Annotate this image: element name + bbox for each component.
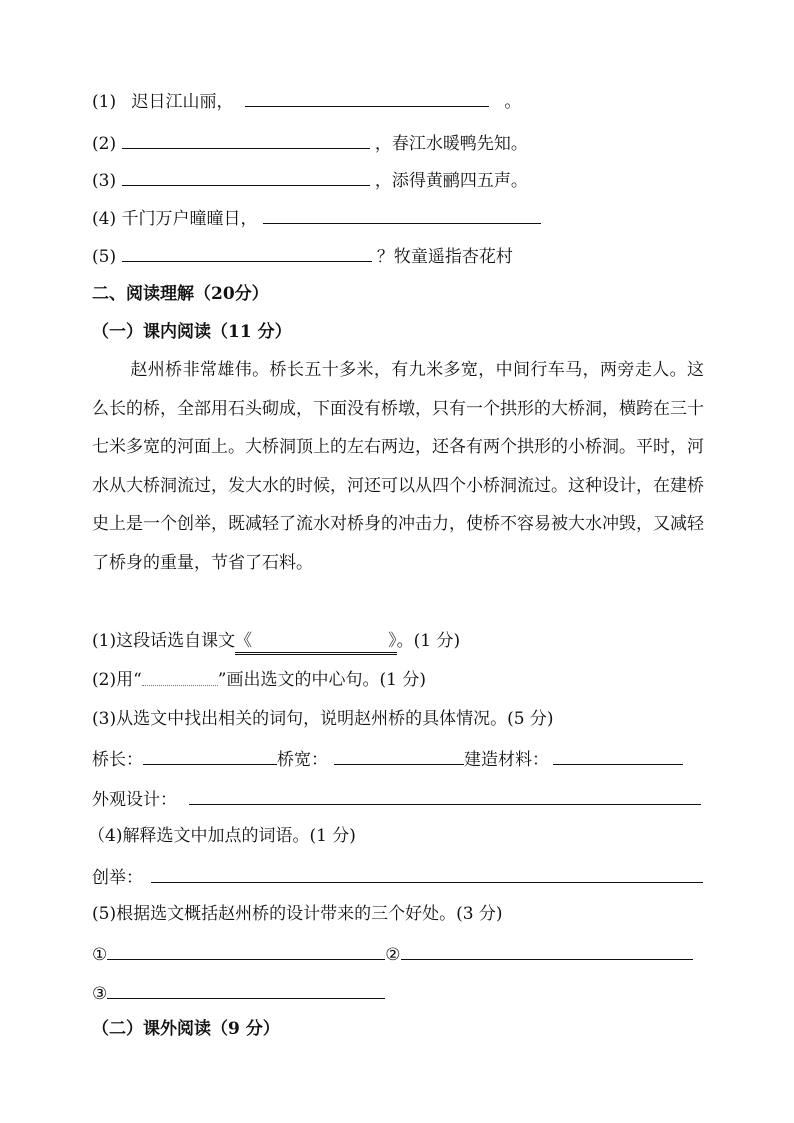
poem-number: (4) xyxy=(92,209,117,229)
question-2 xyxy=(92,668,426,692)
wavy-line-icon xyxy=(142,675,218,686)
answer-blank[interactable] xyxy=(122,167,370,186)
poem-text: 。 xyxy=(504,92,522,112)
label-width: 桥宽： xyxy=(277,750,328,770)
material-blank[interactable] xyxy=(553,746,683,765)
question-text: (2)用“ xyxy=(92,670,142,690)
answer-blank[interactable] xyxy=(122,130,370,149)
poem-number: (1) xyxy=(92,92,117,112)
poem-line-2 xyxy=(92,130,528,154)
benefit-1-blank[interactable] xyxy=(107,941,385,960)
question-5: (5)根据选文概括赵州桥的设计带来的三个好处。(3 分) xyxy=(92,904,503,924)
reading-passage xyxy=(92,351,704,582)
poem-text: ，添得黄鹂四五声。 xyxy=(374,171,528,191)
poem-number: (5) xyxy=(92,247,117,267)
appearance-blank[interactable] xyxy=(189,786,701,805)
poem-text: 千门万户曈曈日， xyxy=(121,209,258,229)
answer-blank[interactable] xyxy=(245,88,489,107)
question-text: ”画出选文的中心句。(1 分) xyxy=(217,670,426,690)
question-4: （4)解释选文中加点的词语。(1 分) xyxy=(88,826,356,846)
bridge-details-row xyxy=(92,746,683,770)
word-explain-row xyxy=(92,864,703,888)
question-3: (3)从选文中找出相关的词句，说明赵州桥的具体情况。(5 分) xyxy=(92,709,554,729)
benefit-2-blank[interactable] xyxy=(401,941,693,960)
poem-line-5 xyxy=(92,243,513,267)
title-blank[interactable] xyxy=(235,631,397,655)
question-text: (1)这段话选自课文 xyxy=(92,631,236,651)
section-heading: 二、阅读理解（20分） xyxy=(92,284,269,304)
answer-blank[interactable] xyxy=(263,205,541,224)
poem-line-4 xyxy=(92,205,541,229)
benefits-row-2 xyxy=(92,980,385,1004)
explain-blank[interactable] xyxy=(151,864,703,883)
label-length: 桥长： xyxy=(92,750,143,770)
width-blank[interactable] xyxy=(334,746,464,765)
poem-line-3 xyxy=(92,167,528,191)
question-1 xyxy=(92,629,460,653)
circle-1: ① xyxy=(92,945,108,965)
circle-3: ③ xyxy=(92,984,108,1004)
bracket-close: 》 xyxy=(388,631,397,651)
poem-line-1 xyxy=(92,88,521,112)
subsection-heading: （二）课外阅读（9 分） xyxy=(92,1019,280,1039)
circle-2: ② xyxy=(385,945,401,965)
benefits-row-1 xyxy=(92,941,693,965)
label-appearance: 外观设计： xyxy=(92,790,177,810)
question-points: 。(1 分) xyxy=(396,631,461,651)
poem-text: ？牧童遥指杏花村 xyxy=(376,247,513,267)
subsection-heading: （一）课内阅读（11 分） xyxy=(92,322,292,342)
label-word: 创举： xyxy=(92,868,143,888)
label-material: 建造材料： xyxy=(464,750,549,770)
poem-number: (3) xyxy=(92,171,117,191)
appearance-row xyxy=(92,786,701,810)
answer-blank[interactable] xyxy=(122,243,372,262)
benefit-3-blank[interactable] xyxy=(107,980,385,999)
length-blank[interactable] xyxy=(143,746,277,765)
poem-text: ，春江水暖鸭先知。 xyxy=(374,134,528,154)
poem-text: 迟日江山丽， xyxy=(131,92,234,112)
bracket-open: 《 xyxy=(235,631,253,651)
passage-text: 赵州桥非常雄伟。桥长五十多米，有九米多宽，中间行车马，两旁走人。这么长的桥，全部用石头砌成，下面没有桥墩，只有一个拱形的大桥洞，横跨在三十七米多宽的河面上。大桥洞顶上的左右两边，还各有两个拱形的小桥洞。平时，河水从大桥洞流过，发大水的时候，河还可以从四个小桥洞流过。这种设计，在建桥史上是一个创举，既减轻了流水对桥身的冲击力，使桥不容易被大水冲毁，又减轻了桥身的重量，节省了石料。 xyxy=(92,360,704,573)
poem-number: (2) xyxy=(92,134,117,154)
